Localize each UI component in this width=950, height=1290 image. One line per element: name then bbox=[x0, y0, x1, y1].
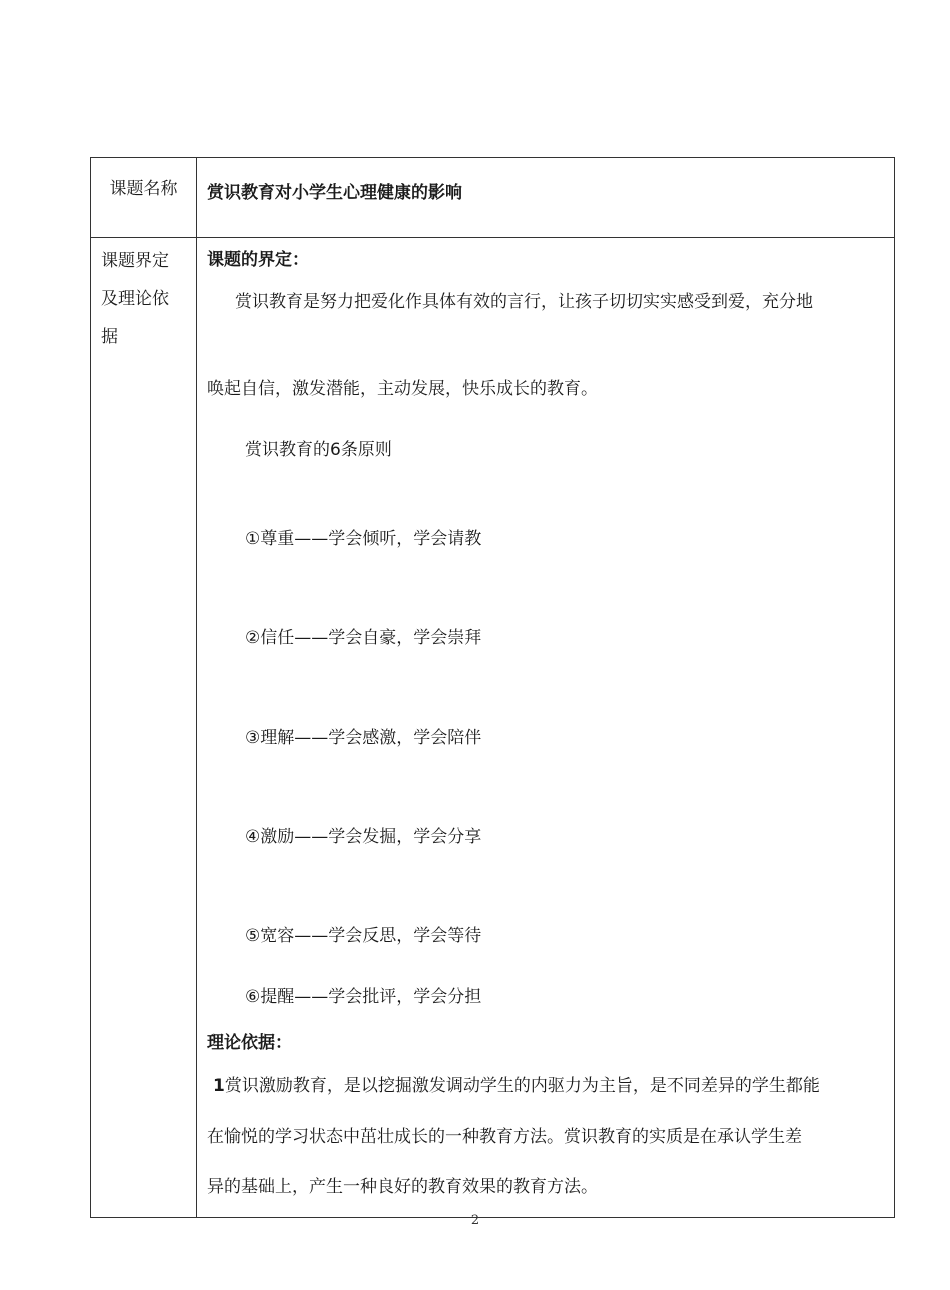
principle-item: ⑤宽容——学会反思，学会等待 bbox=[245, 926, 482, 946]
principle-item: ⑥提醒——学会批评，学会分担 bbox=[245, 987, 482, 1007]
theory-line: 在愉悦的学习状态中茁壮成长的一种教育方法。赏识教育的实质是在承认学生差 bbox=[207, 1127, 802, 1147]
table-row-title bbox=[91, 158, 895, 238]
theory-heading: 理论依据： bbox=[207, 1033, 292, 1053]
principle-item: ④激励——学会发掘，学会分享 bbox=[245, 827, 482, 847]
definition-basis-label bbox=[91, 238, 197, 1218]
principle-item: ①尊重——学会倾听，学会请教 bbox=[245, 529, 482, 549]
definition-content bbox=[197, 238, 895, 1218]
label-line: 及理论依 bbox=[101, 289, 169, 309]
definition-line: 赏识教育是努力把爱化作具体有效的言行，让孩子切切实实感受到爱，充分地 bbox=[235, 292, 813, 312]
principle-item: ②信任——学会自豪，学会崇拜 bbox=[245, 628, 482, 648]
principles-heading: 赏识教育的6条原则 bbox=[245, 440, 392, 460]
page-number: 2 bbox=[470, 1213, 480, 1228]
label-line: 课题界定 bbox=[101, 251, 169, 271]
theory-line: 异的基础上，产生一种良好的教育效果的教育方法。 bbox=[207, 1177, 598, 1197]
definition-line: 唤起自信，激发潜能，主动发展，快乐成长的教育。 bbox=[207, 379, 598, 399]
label-line: 据 bbox=[101, 327, 118, 347]
principle-item: ③理解——学会感激，学会陪伴 bbox=[245, 728, 482, 748]
theory-number: 1 bbox=[213, 1076, 225, 1096]
topic-name-label: 课题名称 bbox=[91, 158, 197, 238]
table-row-definition bbox=[91, 238, 895, 1218]
proposal-table bbox=[90, 157, 895, 1218]
theory-text: 赏识激励教育，是以挖掘激发调动学生的内驱力为主旨，是不同差异的学生都能 bbox=[224, 1076, 820, 1096]
topic-title: 赏识教育对小学生心理健康的影响 bbox=[197, 158, 895, 238]
definition-heading: 课题的界定： bbox=[207, 250, 309, 270]
theory-line bbox=[213, 1071, 820, 1096]
